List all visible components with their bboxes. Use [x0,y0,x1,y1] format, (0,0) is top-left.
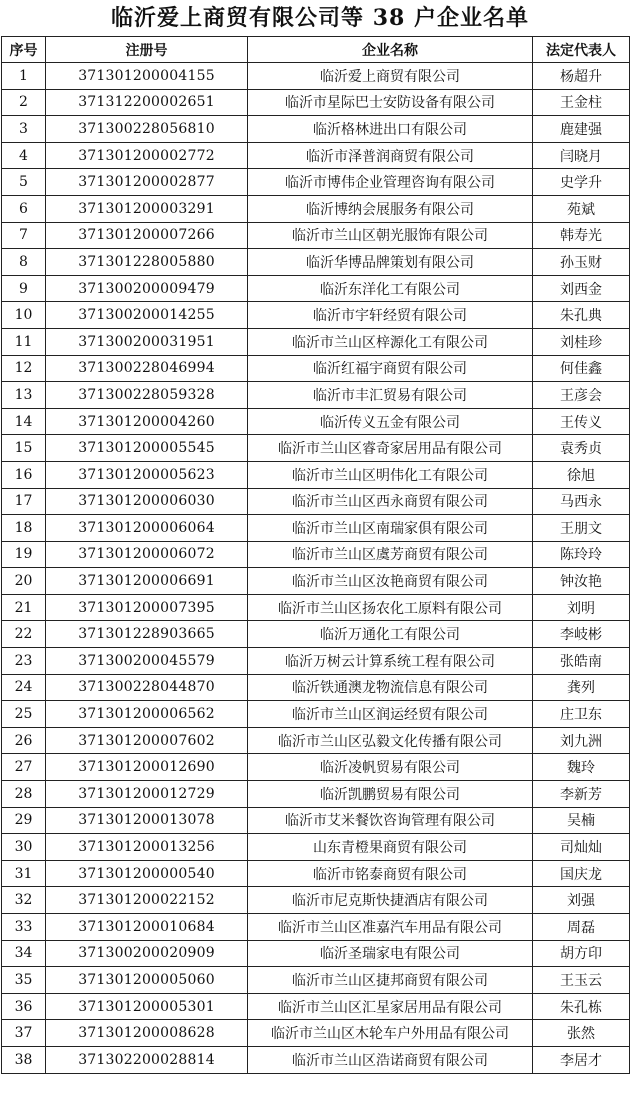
cell-legal-representative: 刘西金 [533,275,630,302]
table-row [2,515,630,542]
cell-legal-representative: 袁秀贞 [533,435,630,462]
table-header-row [2,37,630,63]
cell-company-name: 临沂格林进出口有限公司 [248,116,533,143]
table-row [2,249,630,276]
cell-registration-number: 371301200004260 [46,408,248,435]
table-row [2,355,630,382]
table-row [2,328,630,355]
cell-index: 1 [2,63,46,90]
table-row [2,967,630,994]
cell-registration-number: 371301200013078 [46,807,248,834]
table-row [2,488,630,515]
cell-legal-representative: 李居才 [533,1046,630,1073]
table-row [2,807,630,834]
cell-index: 17 [2,488,46,515]
cell-legal-representative: 王朋文 [533,515,630,542]
cell-index: 38 [2,1046,46,1073]
cell-company-name: 临沂市兰山区朝光服饰有限公司 [248,222,533,249]
cell-registration-number: 371301200006064 [46,515,248,542]
table-row [2,701,630,728]
cell-registration-number: 371301200005060 [46,967,248,994]
table-row [2,275,630,302]
cell-registration-number: 371312200002651 [46,89,248,116]
cell-registration-number: 371300200020909 [46,940,248,967]
cell-registration-number: 371301200007602 [46,727,248,754]
cell-company-name: 临沂红福宇商贸有限公司 [248,355,533,382]
cell-company-name: 临沂市兰山区南瑞家俱有限公司 [248,515,533,542]
cell-index: 27 [2,754,46,781]
cell-company-name: 临沂市兰山区虞芳商贸有限公司 [248,541,533,568]
table-row [2,461,630,488]
cell-company-name: 临沂市艾米餐饮咨询管理有限公司 [248,807,533,834]
cell-registration-number: 371301200006562 [46,701,248,728]
cell-company-name: 临沂圣瑞家电有限公司 [248,940,533,967]
cell-company-name: 临沂东洋化工有限公司 [248,275,533,302]
cell-registration-number: 371301200003291 [46,195,248,222]
cell-legal-representative: 徐旭 [533,461,630,488]
cell-index: 35 [2,967,46,994]
cell-legal-representative: 鹿建强 [533,116,630,143]
cell-registration-number: 371301228005880 [46,249,248,276]
cell-company-name: 临沂市星际巴士安防设备有限公司 [248,89,533,116]
cell-registration-number: 371301200002772 [46,142,248,169]
table-row [2,781,630,808]
cell-index: 21 [2,594,46,621]
cell-legal-representative: 司灿灿 [533,834,630,861]
cell-index: 11 [2,328,46,355]
cell-company-name: 临沂市兰山区捷邦商贸有限公司 [248,967,533,994]
cell-legal-representative: 史学升 [533,169,630,196]
cell-legal-representative: 张然 [533,1020,630,1047]
cell-registration-number: 371301200022152 [46,887,248,914]
table-row [2,541,630,568]
cell-registration-number: 371300200009479 [46,275,248,302]
cell-legal-representative: 张皓南 [533,648,630,675]
table-row [2,674,630,701]
table-row [2,621,630,648]
cell-company-name: 山东青橙果商贸有限公司 [248,834,533,861]
cell-index: 13 [2,382,46,409]
cell-legal-representative: 龚列 [533,674,630,701]
table-row [2,727,630,754]
cell-legal-representative: 闫晓月 [533,142,630,169]
cell-legal-representative: 刘桂珍 [533,328,630,355]
table-row [2,860,630,887]
cell-index: 32 [2,887,46,914]
cell-index: 36 [2,993,46,1020]
table-row [2,142,630,169]
cell-registration-number: 371301200002877 [46,169,248,196]
table-row [2,302,630,329]
cell-legal-representative: 马西永 [533,488,630,515]
table-row [2,408,630,435]
table-row [2,382,630,409]
cell-company-name: 临沂市兰山区准嘉汽车用品有限公司 [248,914,533,941]
table-row [2,648,630,675]
cell-legal-representative: 何佳鑫 [533,355,630,382]
cell-registration-number: 371301200008628 [46,1020,248,1047]
cell-legal-representative: 魏玲 [533,754,630,781]
cell-company-name: 临沂市兰山区西永商贸有限公司 [248,488,533,515]
cell-company-name: 临沂市兰山区明伟化工有限公司 [248,461,533,488]
cell-registration-number: 371301200010684 [46,914,248,941]
cell-legal-representative: 王玉云 [533,967,630,994]
cell-registration-number: 371300228059328 [46,382,248,409]
cell-legal-representative: 杨超升 [533,63,630,90]
table-row [2,1020,630,1047]
cell-registration-number: 371300200014255 [46,302,248,329]
cell-legal-representative: 李新芳 [533,781,630,808]
table-row [2,568,630,595]
cell-index: 37 [2,1020,46,1047]
cell-registration-number: 371301228903665 [46,621,248,648]
cell-index: 5 [2,169,46,196]
cell-index: 7 [2,222,46,249]
cell-legal-representative: 苑斌 [533,195,630,222]
header-company-name: 企业名称 [248,37,533,63]
cell-legal-representative: 王传义 [533,408,630,435]
cell-index: 23 [2,648,46,675]
cell-company-name: 临沂凯鹏贸易有限公司 [248,781,533,808]
cell-index: 34 [2,940,46,967]
cell-registration-number: 371301200013256 [46,834,248,861]
cell-company-name: 临沂市博伟企业管理咨询有限公司 [248,169,533,196]
cell-index: 26 [2,727,46,754]
table-row [2,435,630,462]
cell-index: 9 [2,275,46,302]
cell-company-name: 临沂万通化工有限公司 [248,621,533,648]
table-row [2,195,630,222]
table-row [2,89,630,116]
cell-registration-number: 371300228056810 [46,116,248,143]
cell-registration-number: 371301200005301 [46,993,248,1020]
table-row [2,993,630,1020]
cell-index: 12 [2,355,46,382]
table-row [2,594,630,621]
cell-index: 15 [2,435,46,462]
header-index: 序号 [2,37,46,63]
cell-company-name: 临沂市尼克斯快捷酒店有限公司 [248,887,533,914]
cell-legal-representative: 王金柱 [533,89,630,116]
cell-registration-number: 371301200012690 [46,754,248,781]
cell-company-name: 临沂市兰山区木轮车户外用品有限公司 [248,1020,533,1047]
cell-company-name: 临沂市兰山区汇星家居用品有限公司 [248,993,533,1020]
header-registration-number: 注册号 [46,37,248,63]
cell-company-name: 临沂博纳会展服务有限公司 [248,195,533,222]
cell-index: 29 [2,807,46,834]
cell-legal-representative: 刘明 [533,594,630,621]
cell-index: 3 [2,116,46,143]
cell-company-name: 临沂市丰汇贸易有限公司 [248,382,533,409]
cell-registration-number: 371302200028814 [46,1046,248,1073]
cell-registration-number: 371301200005623 [46,461,248,488]
cell-legal-representative: 刘强 [533,887,630,914]
cell-company-name: 临沂市兰山区润运经贸有限公司 [248,701,533,728]
cell-company-name: 临沂市宇轩经贸有限公司 [248,302,533,329]
cell-index: 19 [2,541,46,568]
table-row [2,834,630,861]
cell-legal-representative: 刘九洲 [533,727,630,754]
cell-legal-representative: 庄卫东 [533,701,630,728]
cell-registration-number: 371300228046994 [46,355,248,382]
cell-registration-number: 371300200045579 [46,648,248,675]
cell-index: 8 [2,249,46,276]
cell-index: 31 [2,860,46,887]
cell-index: 30 [2,834,46,861]
header-legal-representative: 法定代表人 [533,37,630,63]
table-row [2,169,630,196]
cell-registration-number: 371301200006072 [46,541,248,568]
cell-index: 25 [2,701,46,728]
cell-registration-number: 371301200012729 [46,781,248,808]
table-row [2,754,630,781]
document-title: 临沂爱上商贸有限公司等 38 户企业名单 [111,5,529,31]
cell-registration-number: 371301200006030 [46,488,248,515]
cell-legal-representative: 朱孔栋 [533,993,630,1020]
cell-company-name: 临沂市兰山区弘毅文化传播有限公司 [248,727,533,754]
cell-company-name: 临沂市兰山区睿奇家居用品有限公司 [248,435,533,462]
cell-company-name: 临沂市兰山区扬农化工原料有限公司 [248,594,533,621]
table-row [2,222,630,249]
cell-index: 24 [2,674,46,701]
table-row [2,914,630,941]
cell-registration-number: 371301200007395 [46,594,248,621]
cell-company-name: 临沂爱上商贸有限公司 [248,63,533,90]
cell-registration-number: 371301200005545 [46,435,248,462]
table-row [2,940,630,967]
cell-legal-representative: 吴楠 [533,807,630,834]
cell-index: 20 [2,568,46,595]
cell-company-name: 临沂传义五金有限公司 [248,408,533,435]
cell-company-name: 临沂市兰山区汝艳商贸有限公司 [248,568,533,595]
cell-index: 16 [2,461,46,488]
cell-registration-number: 371300228044870 [46,674,248,701]
cell-registration-number: 371300200031951 [46,328,248,355]
cell-registration-number: 371301200004155 [46,63,248,90]
table-row [2,887,630,914]
table-row [2,63,630,90]
cell-company-name: 临沂华博品牌策划有限公司 [248,249,533,276]
cell-index: 4 [2,142,46,169]
cell-index: 2 [2,89,46,116]
cell-company-name: 临沂市泽普润商贸有限公司 [248,142,533,169]
cell-legal-representative: 周磊 [533,914,630,941]
cell-company-name: 临沂市铭泰商贸有限公司 [248,860,533,887]
cell-legal-representative: 胡方印 [533,940,630,967]
cell-legal-representative: 陈玲玲 [533,541,630,568]
cell-legal-representative: 钟汝艳 [533,568,630,595]
cell-registration-number: 371301200006691 [46,568,248,595]
cell-legal-representative: 李岐彬 [533,621,630,648]
cell-company-name: 临沂市兰山区浩诺商贸有限公司 [248,1046,533,1073]
cell-legal-representative: 王彦会 [533,382,630,409]
cell-company-name: 临沂万树云计算系统工程有限公司 [248,648,533,675]
cell-legal-representative: 孙玉财 [533,249,630,276]
table-row [2,1046,630,1073]
cell-company-name: 临沂凌帆贸易有限公司 [248,754,533,781]
cell-registration-number: 371301200000540 [46,860,248,887]
cell-index: 33 [2,914,46,941]
cell-index: 14 [2,408,46,435]
table-row [2,116,630,143]
cell-index: 18 [2,515,46,542]
cell-legal-representative: 韩寿光 [533,222,630,249]
cell-company-name: 临沂铁通澳龙物流信息有限公司 [248,674,533,701]
cell-legal-representative: 国庆龙 [533,860,630,887]
cell-index: 28 [2,781,46,808]
cell-legal-representative: 朱孔典 [533,302,630,329]
cell-index: 6 [2,195,46,222]
cell-index: 22 [2,621,46,648]
cell-company-name: 临沂市兰山区梓源化工有限公司 [248,328,533,355]
enterprise-table [1,36,630,1074]
cell-index: 10 [2,302,46,329]
cell-registration-number: 371301200007266 [46,222,248,249]
